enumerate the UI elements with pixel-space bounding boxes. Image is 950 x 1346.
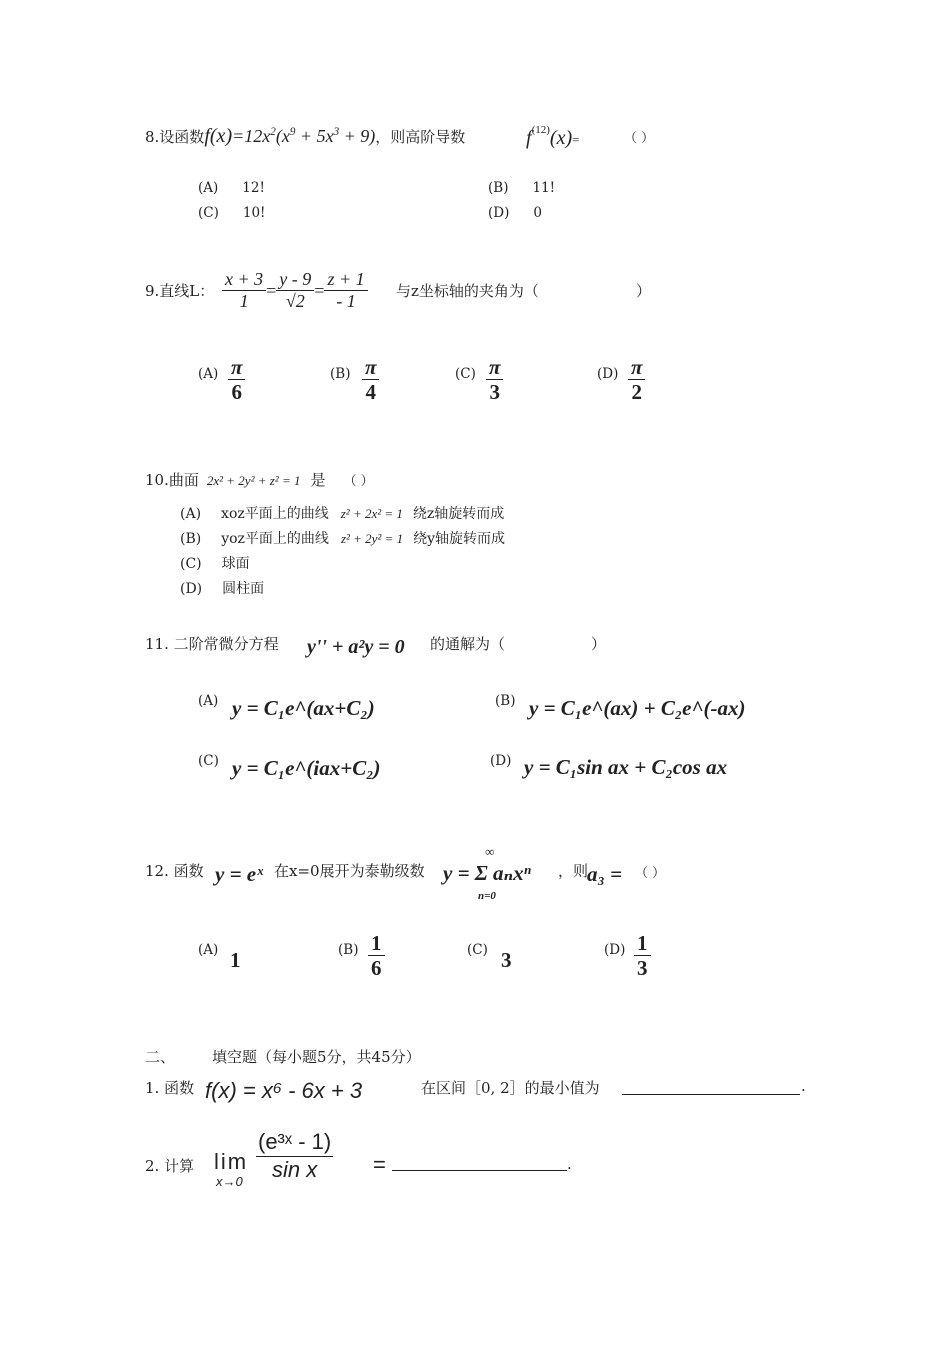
q11-option-d-label: (D): [490, 753, 512, 769]
q12-target: a₃ =: [587, 862, 623, 886]
q12-prefix: 12. 函数: [145, 862, 204, 880]
q11-close-paren: ）: [591, 635, 607, 653]
q8-mid-text: ，则高阶导数: [375, 128, 466, 146]
q12-option-d-label: (D): [604, 942, 626, 958]
q9-suffix: 与z坐标轴的夹角为（: [396, 282, 539, 300]
q11-suffix: 的通解为（: [430, 635, 506, 653]
q12-answer-paren: （ ）: [635, 866, 666, 881]
q11-option-d: y = C₁sin ax + C₂cos ax: [524, 755, 728, 779]
fill1-end: .: [801, 1077, 806, 1095]
q9-option-a: $\frac{\pi}{6}$: [228, 356, 245, 405]
q8-prefix: 8.设函数: [145, 128, 205, 146]
q11-option-c: y = C₁e^(iax+C₂): [232, 756, 381, 780]
q12-option-d: $\frac{1}{3}$: [634, 932, 651, 981]
q10-option-b: (B) yoz平面上的曲线 z² + 2y² = 1 绕y轴旋转而成: [180, 531, 506, 547]
q12-series: y = Σ aₙxⁿ: [443, 861, 531, 885]
fill1-suffix: 在区间［0, 2］的最小值为: [421, 1079, 600, 1097]
section-2-title: 填空题（每小题5分，共45分）: [212, 1048, 421, 1066]
fill2-prefix: 2. 计算: [145, 1157, 195, 1175]
q12-option-a-label: (A): [198, 942, 219, 958]
q12-option-c: 3: [501, 948, 512, 972]
q8-option-b: (B) 11!: [488, 180, 556, 196]
q12-function: y = eˣ: [215, 862, 264, 886]
q8-derivative: $f^{(12)}(x)=$: [526, 124, 580, 149]
q12-mid: 在x=0展开为泰勒级数: [274, 862, 425, 880]
q10-surface: 2x² + 2y² + z² = 1: [206, 473, 301, 488]
fill1-formula: f(x) = x⁶ - 6x + 3: [205, 1078, 363, 1103]
q12-option-a: 1: [230, 948, 241, 972]
q12-sum-bottom: n=0: [478, 890, 496, 902]
fill2-equals: =: [373, 1152, 386, 1177]
fill2-end: .: [567, 1155, 572, 1173]
q9-prefix: 9.直线L：: [145, 282, 215, 300]
q10-option-d: (D) 圆柱面: [180, 581, 265, 597]
q8-function-lhs: f(x): [204, 125, 233, 147]
q9-close-paren: ）: [636, 282, 652, 300]
q12-option-b: $\frac{1}{6}$: [368, 932, 385, 981]
q9-option-b-label: (B): [330, 366, 351, 382]
q9-option-c: $\frac{\pi}{3}$: [486, 356, 503, 405]
q12-option-b-label: (B): [338, 942, 359, 958]
q12-option-c-label: (C): [467, 942, 488, 958]
fill1-answer-blank[interactable]: [622, 1077, 800, 1095]
q11-prefix: 11. 二阶常微分方程: [145, 635, 279, 653]
q8-stem: [145, 125, 465, 148]
q8-option-a: (A) 12!: [198, 180, 265, 196]
fill1-prefix: 1. 函数: [145, 1079, 195, 1097]
q10-stem: 10.曲面 2x² + 2y² + z² = 1 是 （ ）: [145, 471, 374, 489]
q9-option-a-label: (A): [198, 366, 219, 382]
q11-option-a-label: (A): [198, 693, 219, 709]
q11-equation: y'' + a²y = 0: [307, 636, 405, 658]
q10-option-c: (C) 球面: [180, 556, 250, 572]
fill2-lim-sub: x→0: [216, 1174, 243, 1189]
q11-option-a: y = C₁e^(ax+C₂): [232, 696, 375, 720]
q9-option-b: $\frac{\pi}{4}$: [362, 356, 379, 405]
q9-line-equation: $\frac{x + 3}{1}$ = $\frac{y - 9}{√2}$ = $\frac{z + 1}{- 1}$: [222, 270, 368, 312]
q9-option-c-label: (C): [455, 366, 476, 382]
q11-option-b: y = C₁e^(ax) + C₂e^(-ax): [529, 696, 746, 720]
q12-mid2: ，则: [558, 862, 589, 880]
q8-function-rhs: $=12x^2(x^9 + 5x^3 + 9)$: [232, 126, 376, 146]
q9-option-d-label: (D): [597, 366, 619, 382]
q8-answer-paren: （ ）: [624, 131, 655, 146]
section-2-number: 二、: [145, 1048, 176, 1066]
fill2-answer-blank[interactable]: [392, 1153, 567, 1171]
q11-option-b-label: (B): [495, 693, 516, 709]
q12-sum-top: ∞: [485, 844, 495, 859]
q10-option-a: (A) xoz平面上的曲线 z² + 2x² = 1 绕z轴旋转而成: [180, 506, 505, 522]
fill2-lim: lim: [214, 1149, 249, 1174]
fill2-fraction: $\frac{\text{(e³ˣ - 1)}}{\text{sin x}}$: [258, 1129, 332, 1183]
q8-option-d: (D) 0: [488, 205, 542, 221]
q9-option-d: $\frac{\pi}{2}$: [628, 356, 645, 405]
q11-option-c-label: (C): [198, 753, 219, 769]
q8-option-c: (C) 10!: [198, 205, 266, 221]
